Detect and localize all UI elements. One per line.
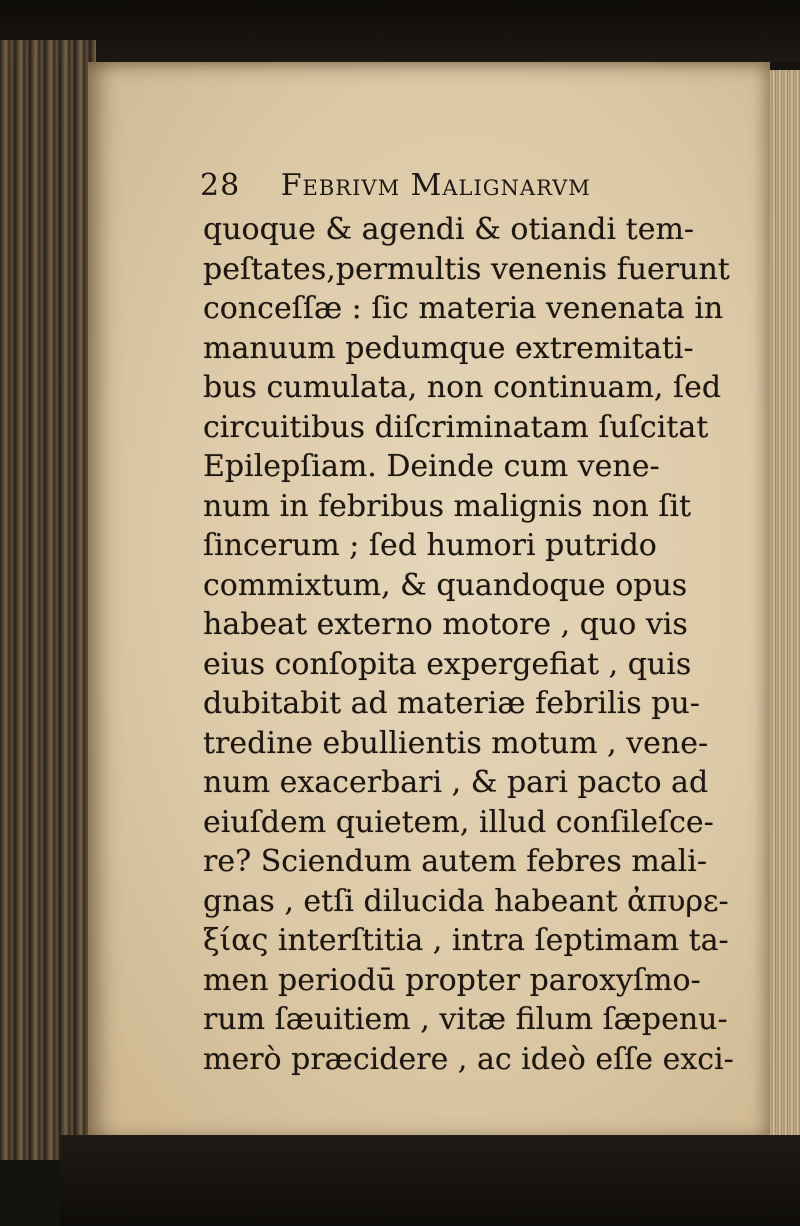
body-text xyxy=(203,210,763,1079)
text-line: ſincerum ; ſed humori putrido xyxy=(203,528,657,563)
top-shadow xyxy=(0,0,800,62)
text-line: eiuſdem quietem, illud conſileſce- xyxy=(203,804,714,840)
left-page-edges xyxy=(0,40,96,1160)
right-page-edges xyxy=(770,70,800,1170)
text-line: bus cumulata, non continuam, ſed xyxy=(203,370,722,405)
text-line: Epilepſiam. Deinde cum vene- xyxy=(203,449,660,484)
text-line: manuum pedumque extremitati- xyxy=(203,330,694,366)
text-line: rum ſæuitiem , vitæ filum ſæpenu- xyxy=(203,1002,728,1037)
text-line: eius conſopita expergefiat , quis xyxy=(203,646,692,682)
text-line: peſtates,permultis venenis fuerunt xyxy=(203,251,730,287)
text-line: circuitibus diſcriminatam ſuſcitat xyxy=(203,409,709,445)
text-line: tredine ebullientis motum , vene- xyxy=(203,725,709,761)
text-line: num exacerbari , & pari pacto ad xyxy=(203,765,709,800)
text-line: commixtum, & quandoque opus xyxy=(203,567,688,603)
text-line: re? Sciendum autem febres mali- xyxy=(203,844,707,879)
text-line: ξίας interſtitia , intra ſeptimam ta- xyxy=(203,923,729,958)
text-line: men periodū propter paroxyſmo- xyxy=(203,962,701,998)
running-head xyxy=(200,168,760,203)
text-line: num in febribus malignis non ſit xyxy=(203,488,692,524)
bottom-shadow xyxy=(60,1135,800,1226)
text-line: gnas , etſi dilucida habeant ἀπυρε- xyxy=(203,883,729,919)
text-line: merò præcidere , ac ideò eſſe exci- xyxy=(203,1041,734,1077)
running-title: Febrivm Malignarvm xyxy=(280,168,591,203)
text-line: quoque & agendi & otiandi tem- xyxy=(203,212,695,247)
text-line: dubitabit ad materiæ febrilis pu- xyxy=(203,686,700,721)
text-line: habeat externo motore , quo vis xyxy=(203,607,688,642)
page-number: 28 xyxy=(200,168,241,203)
text-line: conceſſæ : ſic materia venenata in xyxy=(203,291,724,326)
